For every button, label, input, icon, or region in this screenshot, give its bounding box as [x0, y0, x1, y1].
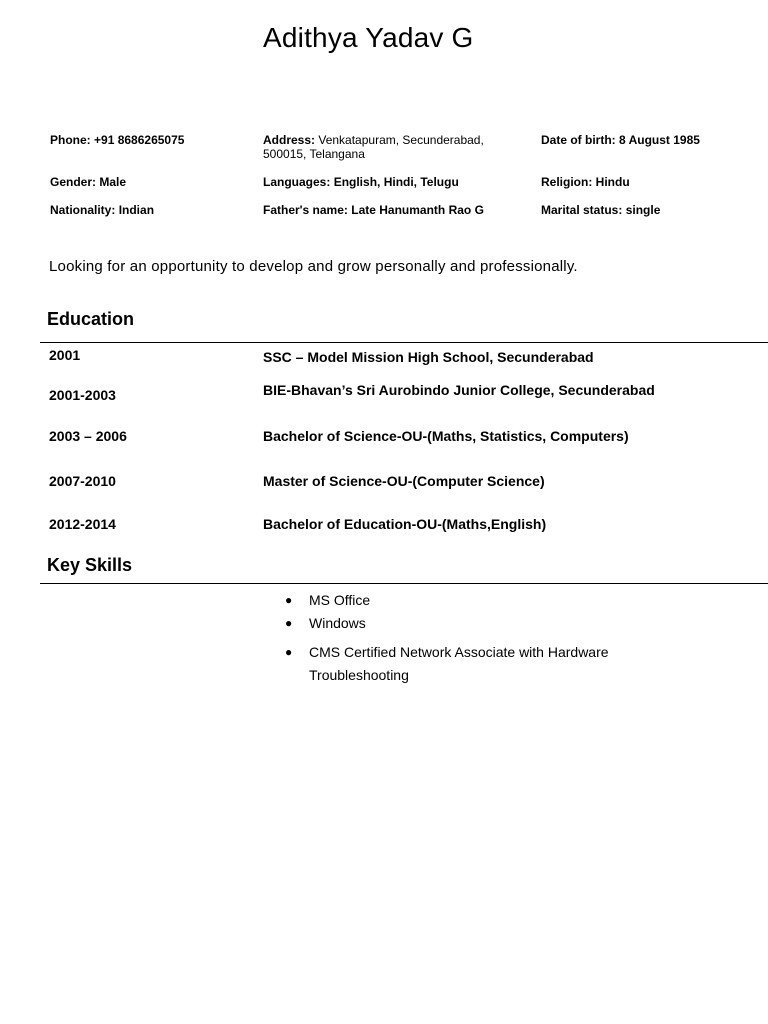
dob-label: Date of birth: [541, 133, 616, 147]
languages-value: English, Hindi, Telugu [333, 175, 459, 189]
father-value: Late Hanumanth Rao G [351, 203, 484, 217]
phone-value: +91 8686265075 [94, 133, 185, 147]
bullet-icon: ● [285, 645, 293, 659]
education-detail: Master of Science-OU-(Computer Science) [263, 473, 545, 489]
bullet-icon: ● [285, 593, 293, 607]
skills-heading: Key Skills [47, 555, 133, 575]
father-label: Father's name: [263, 203, 348, 217]
religion-info [541, 175, 630, 189]
skill-item [309, 589, 370, 612]
education-detail: SSC – Model Mission High School, Secunderabad [263, 349, 594, 365]
address-line2: 500015, Telangana [263, 147, 365, 161]
education-divider [40, 342, 768, 343]
marital-value: single [625, 203, 661, 217]
skill-item [309, 612, 366, 635]
education-year: 2001 [49, 347, 81, 363]
dob-value: 8 August 1985 [619, 133, 700, 147]
skill-item-text: Windows [309, 615, 366, 631]
skill-item-text: MS Office [309, 592, 371, 608]
nationality-info [50, 203, 154, 217]
bullet-icon: ● [285, 616, 293, 630]
education-year: 2003 – 2006 [49, 428, 127, 444]
skill-item-text: CMS Certified Network Associate with Hardware [309, 644, 609, 660]
skill-item-text-continued: Troubleshooting [309, 667, 409, 683]
gender-label: Gender: [50, 175, 97, 189]
marital-info [541, 203, 660, 217]
skill-item [309, 641, 609, 687]
phone-label: Phone: [50, 133, 91, 147]
education-detail: Bachelor of Education-OU-(Maths,English) [263, 516, 547, 532]
address-line1: Venkatapuram, Secunderabad, [318, 133, 484, 147]
skills-divider [40, 583, 768, 584]
nationality-label: Nationality: [50, 203, 116, 217]
marital-label: Marital status: [541, 203, 623, 217]
education-detail: Bachelor of Science-OU-(Maths, Statistics, Computers) [263, 428, 629, 444]
dob-info [541, 133, 700, 147]
address-info [263, 133, 523, 161]
religion-label: Religion: [541, 175, 593, 189]
gender-info [50, 175, 126, 189]
father-info [263, 203, 484, 217]
education-year: 2001-2003 [49, 387, 116, 403]
religion-value: Hindu [595, 175, 630, 189]
objective-text: Looking for an opportunity to develop and grow personally and professionally. [49, 258, 578, 275]
education-year: 2012-2014 [49, 516, 116, 532]
education-detail: BIE-Bhavan’s Sri Aurobindo Junior College, Secunderabad [263, 382, 655, 398]
education-year: 2007-2010 [49, 473, 116, 489]
phone-info [50, 133, 184, 147]
languages-label: Languages: [263, 175, 331, 189]
education-heading: Education [47, 309, 135, 329]
resume-name: Adithya Yadav G [263, 22, 474, 53]
nationality-value: Indian [118, 203, 155, 217]
gender-value: Male [99, 175, 127, 189]
address-label: Address: [263, 133, 316, 147]
languages-info [263, 175, 459, 189]
